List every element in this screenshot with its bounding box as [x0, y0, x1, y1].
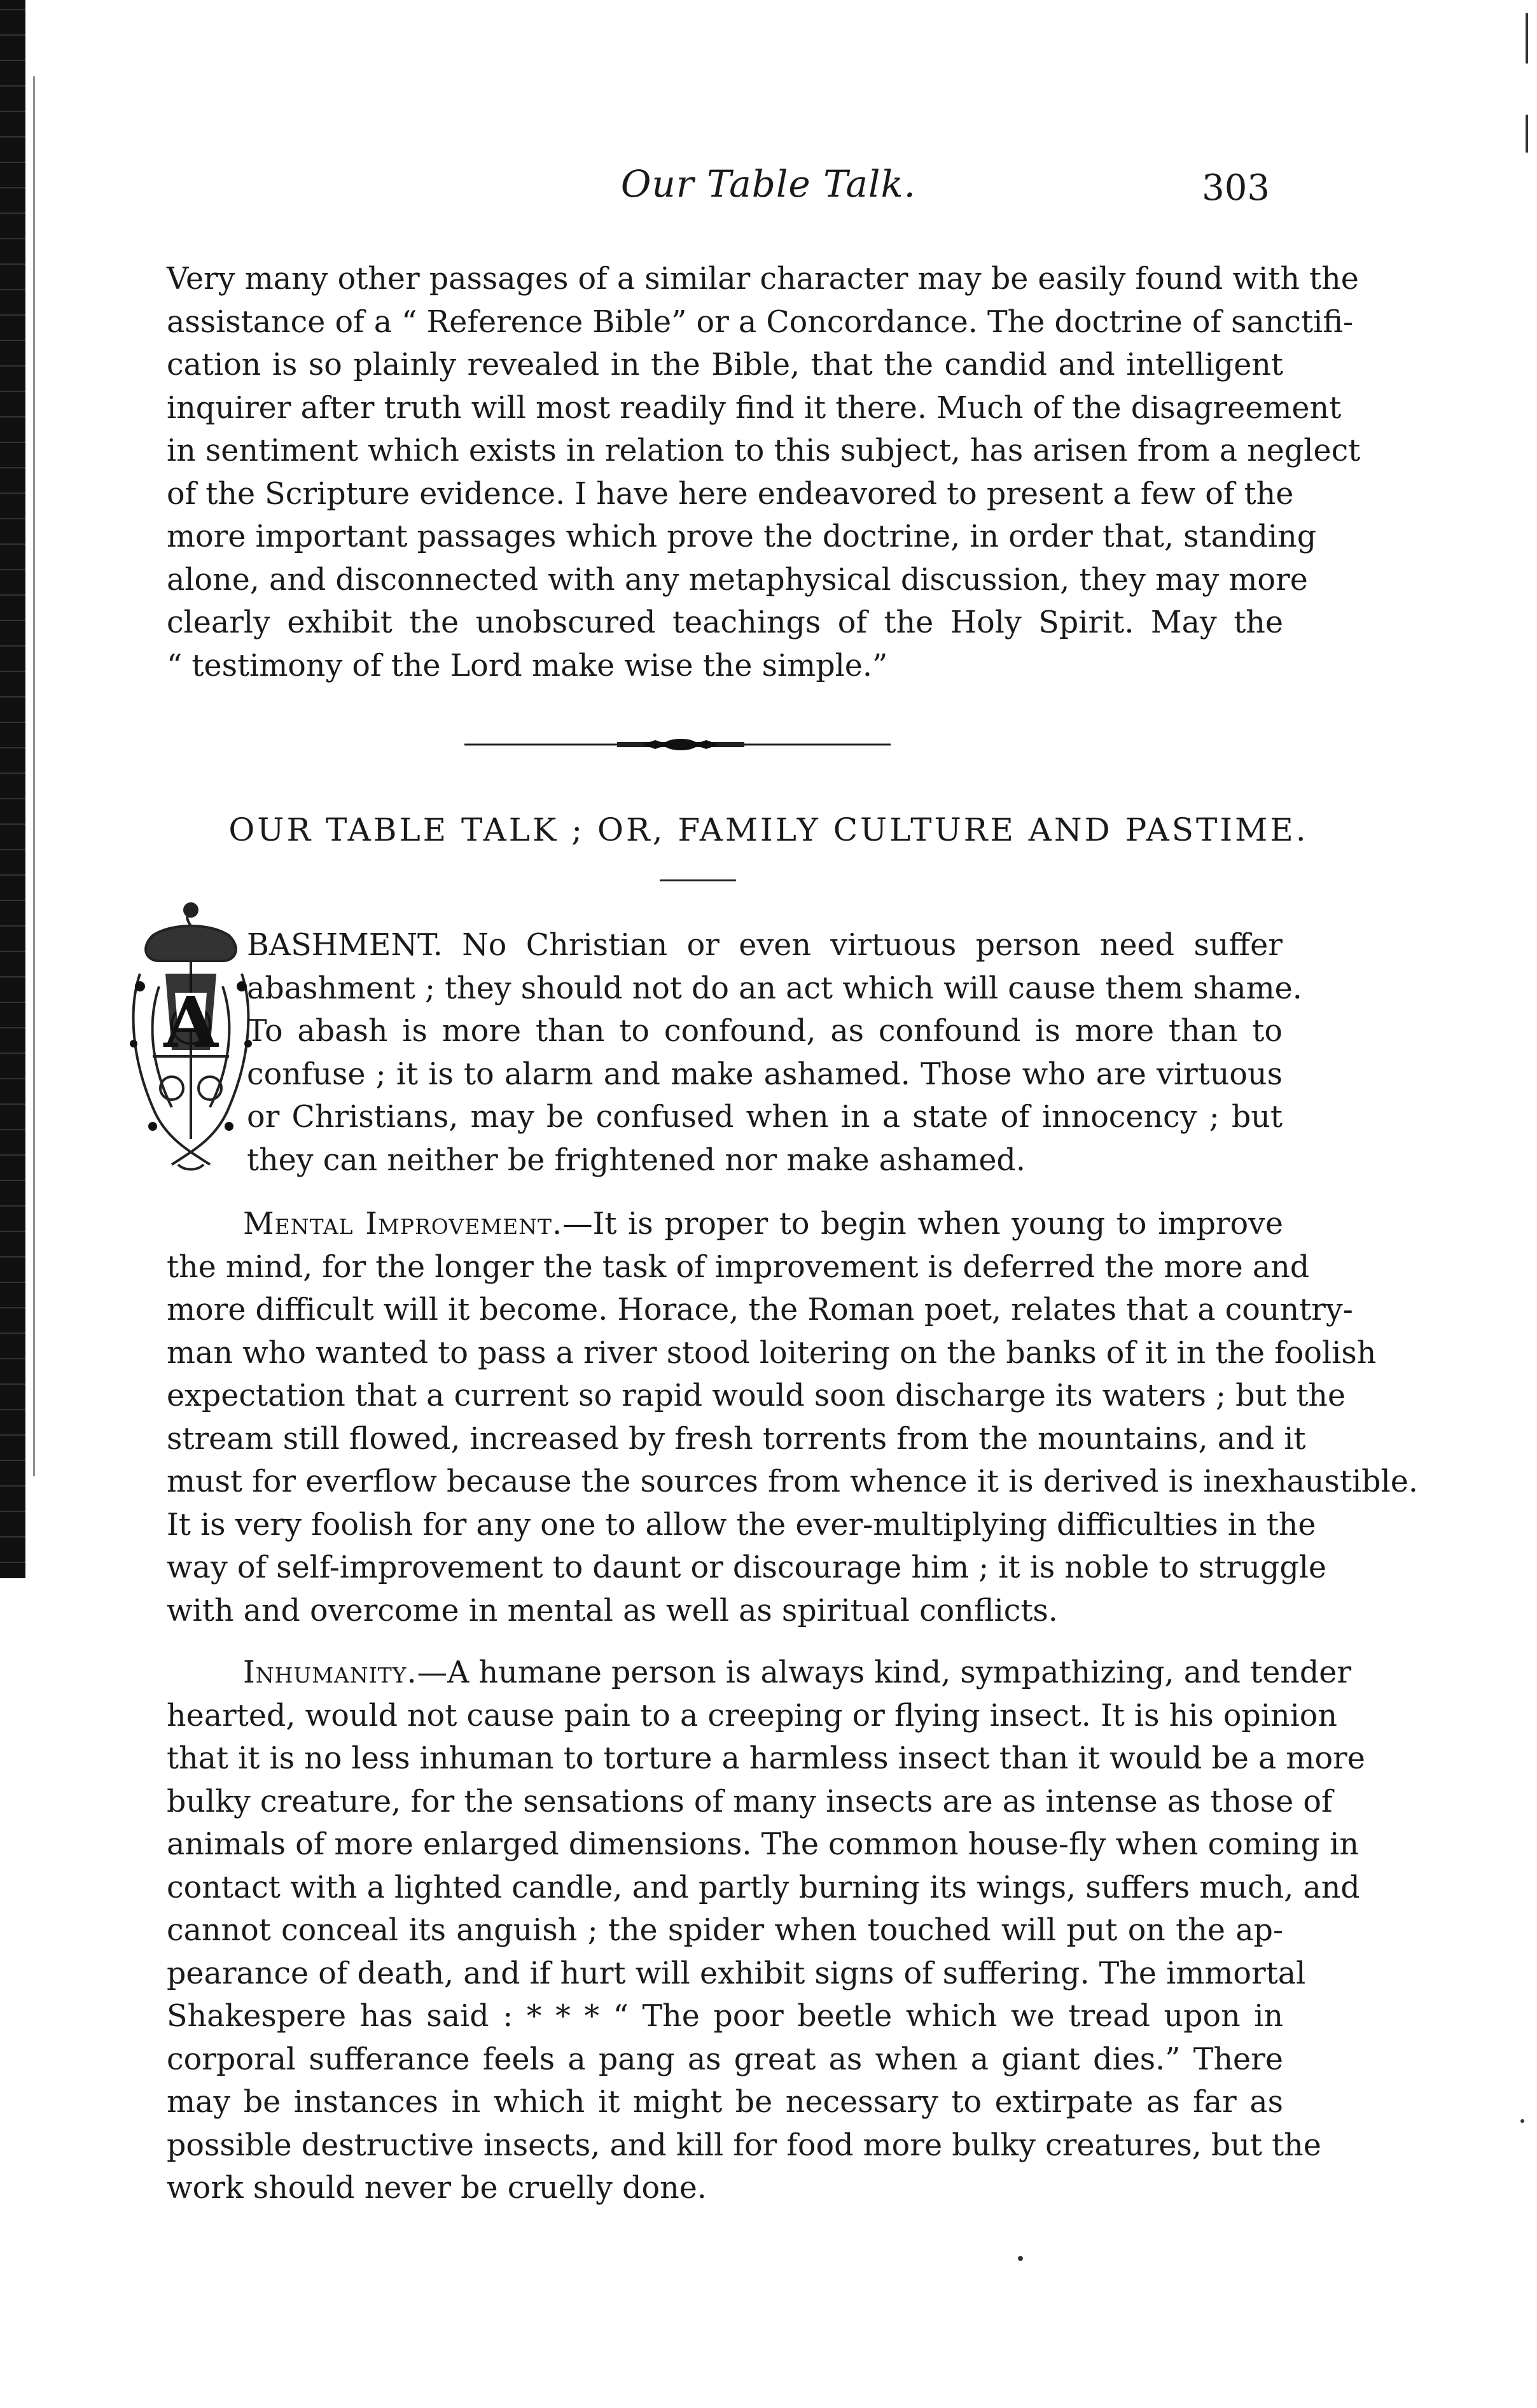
text-line: in sentiment which exists in relation to this subject, has arisen from a neglect: [167, 433, 1361, 468]
section-title: OUR TABLE TALK ; OR, FAMILY CULTURE AND PASTIME.: [228, 811, 1309, 848]
text-line: hearted, would not cause pain to a creeping or flying insect. It is his opinion: [167, 1698, 1337, 1733]
text-line: It is very foolish for any one to allow the ever-multiplying difficulties in the: [167, 1507, 1316, 1543]
intro-paragraph: [167, 258, 1361, 687]
ornamental-divider: [464, 738, 891, 751]
text-line: clearly exhibit the unobscured teachings of the Holy Spirit. May the: [167, 605, 1283, 640]
edge-mark: [1526, 13, 1528, 64]
page-number: 303: [1202, 167, 1270, 209]
text-line: To abash is more than to confound, as confound is more than to: [247, 1014, 1283, 1049]
text-line: [167, 1203, 1283, 1246]
running-title: Our Table Talk.: [620, 162, 917, 206]
text-line: more difficult will it become. Horace, the Roman poet, relates that a country-: [167, 1292, 1353, 1327]
text-line: way of self-improvement to daunt or discourage him ; it is noble to struggle: [167, 1550, 1327, 1585]
text-run: —It is proper to begin when young to improve: [562, 1207, 1283, 1242]
text-line: with and overcome in mental as well as spiritual conflicts.: [167, 1593, 1058, 1628]
text-line: bulky creature, for the sensations of many insects are as intense as those of: [167, 1784, 1333, 1819]
drop-cap-letter: A: [163, 981, 218, 1063]
text-line: that it is no less inhuman to torture a harmless insect than it would be a more: [167, 1741, 1365, 1776]
text-run: —A humane person is always kind, sympathizing, and tender: [417, 1655, 1352, 1690]
text-line: of the Scripture evidence. I have here endeavored to present a few of the: [167, 476, 1294, 512]
text-line: corporal sufferance feels a pang as great as when a giant dies.” There: [167, 2041, 1283, 2077]
text-line: contact with a lighted candle, and partly burning its wings, suffers much, and: [167, 1870, 1360, 1905]
text-line: abashment ; they should not do an act which will cause them shame.: [247, 970, 1302, 1006]
text-line: the mind, for the longer the task of improvement is deferred the more and: [167, 1249, 1310, 1285]
text-line: Shakespere has said : * * * “ The poor beetle which we tread upon in: [167, 1999, 1283, 2034]
text-line: cannot conceal its anguish ; the spider when touched will put on the ap-: [167, 1913, 1283, 1948]
text-line: animals of more enlarged dimensions. The common house-fly when coming in: [167, 1827, 1359, 1862]
text-line: cation is so plainly revealed in the Bible, that the candid and intelligent: [167, 347, 1283, 382]
text-line: more important passages which prove the doctrine, in order that, standing: [167, 519, 1317, 554]
text-line: assistance of a “ Reference Bible” or a Concordance. The doctrine of sanctifi-: [167, 304, 1354, 340]
text-line: stream still flowed, increased by fresh torrents from the mountains, and it: [167, 1421, 1306, 1457]
text-line: may be instances in which it might be necessary to extirpate as far as: [167, 2085, 1283, 2120]
text-line: BASHMENT. No Christian or even virtuous person need suffer: [247, 928, 1283, 963]
text-line: man who wanted to pass a river stood loitering on the banks of it in the foolish: [167, 1335, 1377, 1371]
text-line: possible destructive insects, and kill for food more bulky creatures, but the: [167, 2127, 1321, 2163]
page-header: [0, 162, 1537, 220]
text-line: confuse ; it is to alarm and make ashamed. Those who are virtuous: [247, 1056, 1283, 1092]
text-line: expectation that a current so rapid would soon discharge its waters ; but the: [167, 1378, 1346, 1413]
paragraph-heading: Mental Improvement.: [243, 1207, 563, 1242]
text-line: or Christians, may be confused when in a state of innocency ; but: [247, 1100, 1283, 1135]
text-line: inquirer after truth will most readily find it there. Much of the disagreement: [167, 390, 1342, 426]
text-line: Very many other passages of a similar character may be easily found with the: [167, 262, 1359, 297]
abashment-paragraph: [247, 924, 1302, 1182]
speck: [1018, 2256, 1023, 2261]
text-line: must for everflow because the sources from whence it is derived is inexhaustible.: [167, 1464, 1418, 1499]
text-line: work should never be cruelly done.: [167, 2171, 707, 2206]
text-line: pearance of death, and if hurt will exhibit signs of suffering. The immortal: [167, 1956, 1306, 1991]
mental-improvement-paragraph: [167, 1203, 1418, 1632]
decorative-drop-cap-a-icon: [115, 897, 267, 1177]
page-spine-shadow: [33, 76, 35, 1476]
text-line: “ testimony of the Lord make wise the simple.”: [167, 648, 888, 683]
paragraph-heading: Inhumanity.: [243, 1655, 417, 1690]
text-line: [167, 1651, 1352, 1695]
edge-mark: [1520, 2119, 1524, 2123]
text-line: alone, and disconnected with any metaphysical discussion, they may more: [167, 562, 1308, 598]
title-rule: [660, 879, 736, 881]
inhumanity-paragraph: [167, 1651, 1365, 2210]
text-line: they can neither be frightened nor make ashamed.: [247, 1142, 1026, 1178]
page-spine-edge: [0, 0, 25, 1578]
edge-mark: [1526, 115, 1528, 153]
